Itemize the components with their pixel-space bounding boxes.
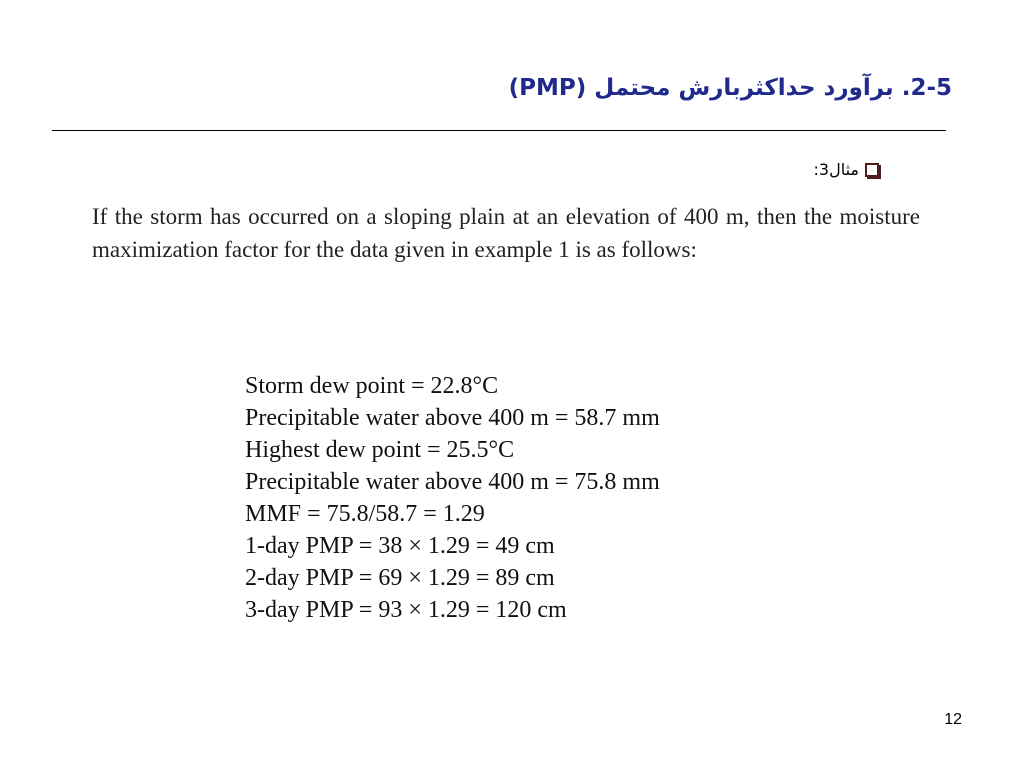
- slide-title: 2-5. برآورد حداکثربارش محتمل (PMP): [508, 75, 952, 101]
- data-line-storm-dew-point: Storm dew point = 22.8°C: [245, 373, 499, 399]
- data-line-1-day-pmp: 1-day PMP = 38 × 1.29 = 49 cm: [245, 533, 555, 559]
- data-line-3-day-pmp: 3-day PMP = 93 × 1.29 = 120 cm: [245, 597, 567, 623]
- data-line-precipitable-water-storm: Precipitable water above 400 m = 58.7 mm: [245, 405, 660, 431]
- data-line-precipitable-water-max: Precipitable water above 400 m = 75.8 mm: [245, 469, 660, 495]
- example-heading: [814, 156, 879, 184]
- data-line-highest-dew-point: Highest dew point = 25.5°C: [245, 437, 515, 463]
- page-number: 12: [944, 711, 962, 728]
- data-line-2-day-pmp: 2-day PMP = 69 × 1.29 = 89 cm: [245, 565, 555, 591]
- problem-paragraph: If the storm has occurred on a sloping plain at an elevation of 400 m, then the moisture maximization factor for the data given in example 1 is as follows:: [92, 204, 920, 262]
- checkbox-square-bullet-icon: [865, 163, 879, 177]
- example-label: مثال3:: [813, 160, 859, 179]
- title-divider: [52, 130, 946, 131]
- data-lines: [245, 370, 805, 626]
- data-line-mmf: MMF = 75.8/58.7 = 1.29: [245, 501, 485, 527]
